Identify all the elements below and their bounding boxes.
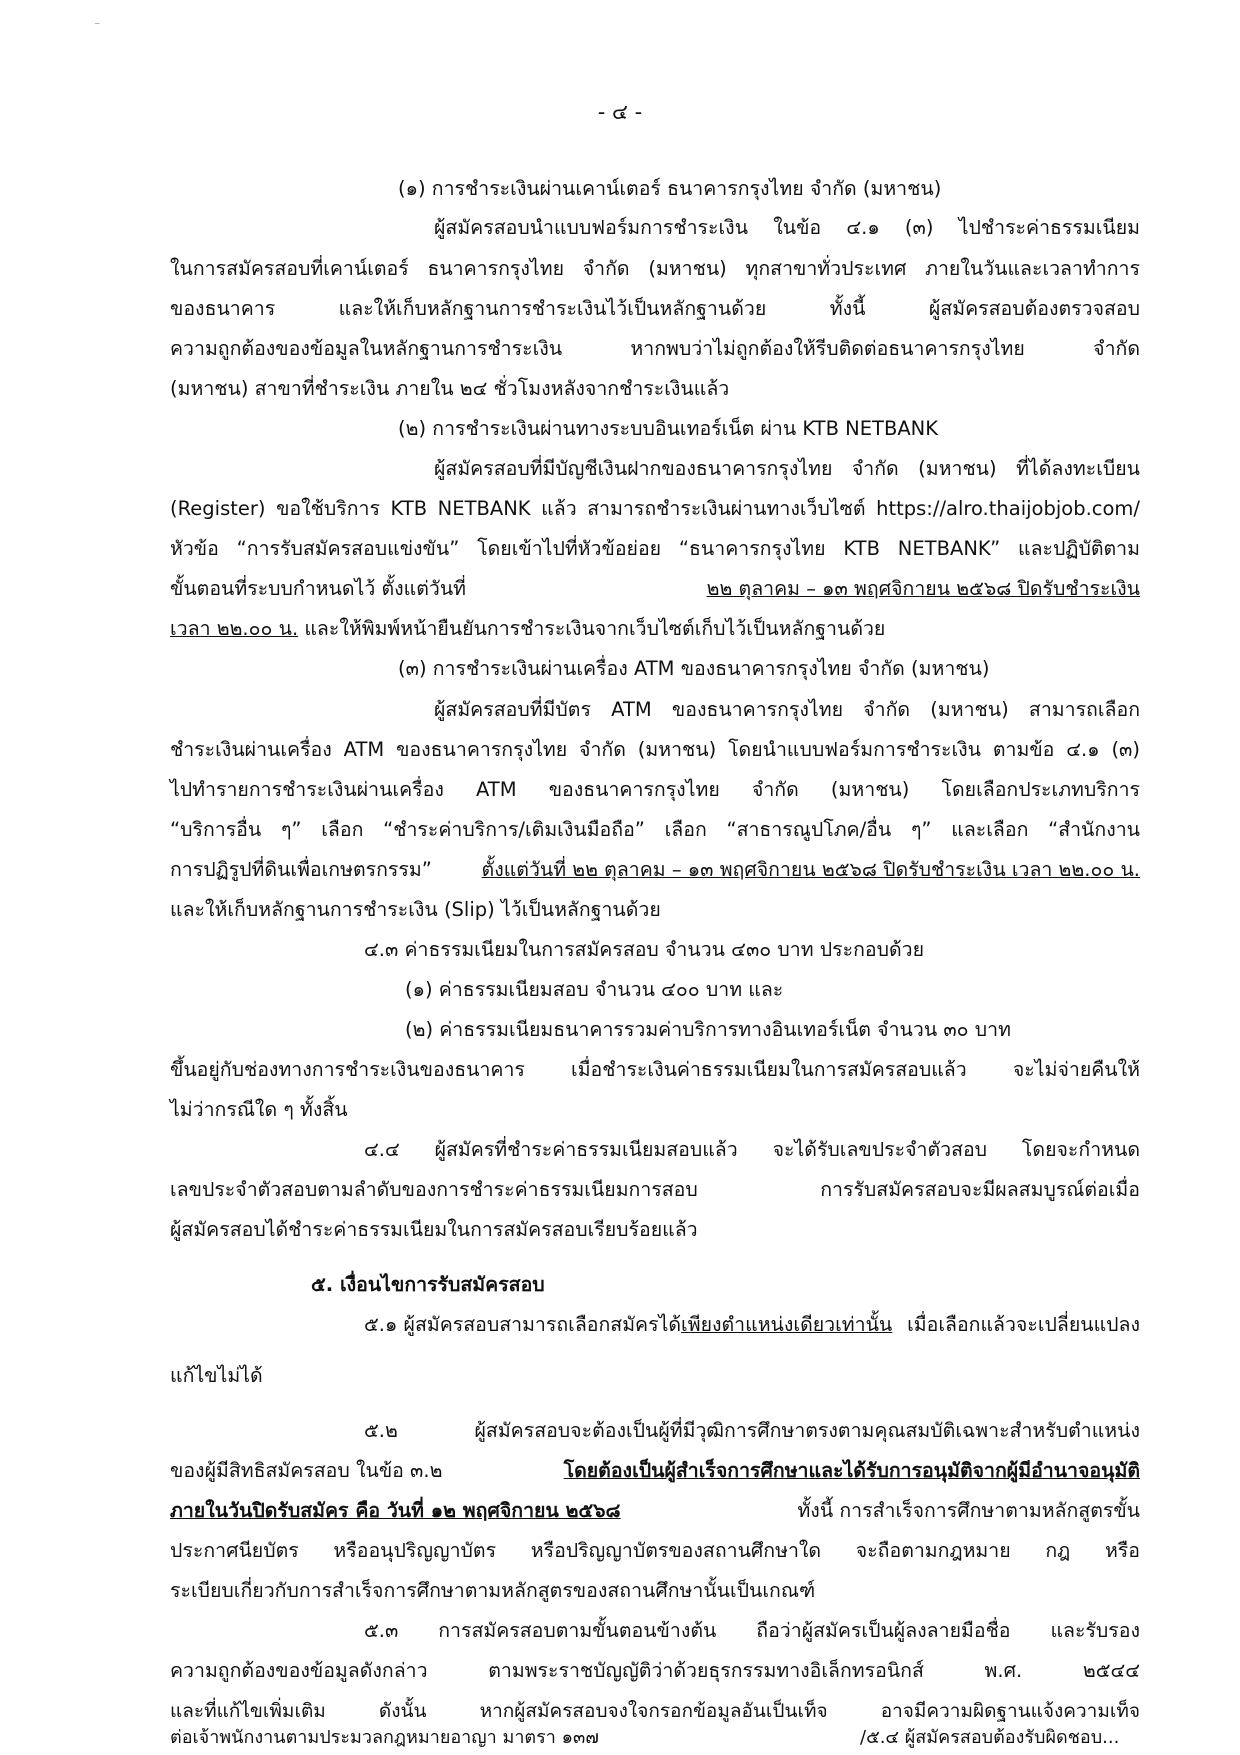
emphasis-text: โดยต้องเป็นผู้สำเร็จการศึกษาและได้รับการอนุมัติจากผู้มีอำนาจอนุมัติ [563, 1459, 1140, 1482]
paragraph-line: ระเบียบเกี่ยวกับการสำเร็จการศึกษาตามหลักสูตรของสถานศึกษานั้นเป็นเกณฑ์ [170, 1579, 816, 1602]
paragraph-line: ของธนาคาร และให้เก็บหลักฐานการชำระเงินไว้เป็นหลักฐานด้วย ทั้งนี้ ผู้สมัครสอบต้องตรวจสอบ [170, 297, 1140, 320]
paragraph-line: ขึ้นอยู่กับช่องทางการชำระเงินของธนาคาร เมื่อชำระเงินค่าธรรมเนียมในการสมัครสอบแล้ว จะไม่จ่ายคืนให้ [170, 1058, 1140, 1081]
paragraph-line: ๔.๔ ผู้สมัครที่ชำระค่าธรรมเนียมสอบแล้ว จะได้รับเลขประจำตัวสอบ โดยจะกำหนด [364, 1138, 1140, 1161]
heading-counter-payment: (๑) การชำระเงินผ่านเคาน์เตอร์ ธนาคารกรุงไทย จำกัด (มหาชน) [398, 177, 942, 200]
deadline-text: ตั้งแต่วันที่ ๒๒ ตุลาคม – ๑๓ พฤศจิกายน ๒๕๖๘ ปิดรับชำระเงิน เวลา ๒๒.๐๐ น. [481, 858, 1140, 881]
section-heading: ๕. เงื่อนไขการรับสมัครสอบ [311, 1273, 545, 1296]
paragraph-line: และให้เก็บหลักฐานการชำระเงิน (Slip) ไว้เป็นหลักฐานด้วย [170, 898, 661, 921]
paragraph-line: ชำระเงินผ่านเครื่อง ATM ของธนาคารกรุงไทย จำกัด (มหาชน) โดยนำแบบฟอร์มการชำระเงิน ตามข้อ ๔.๑ (๓) [170, 738, 1140, 761]
paragraph-line: ผู้สมัครสอบนำแบบฟอร์มการชำระเงิน ในข้อ ๔.๑ (๓) ไปชำระค่าธรรมเนียม [434, 216, 1140, 239]
paragraph-line: ความถูกต้องของข้อมูลดังกล่าว ตามพระราชบัญญัติว่าด้วยธุรกรรมทางอิเล็กทรอนิกส์ พ.ศ. ๒๕๔๔ [170, 1659, 1140, 1682]
deadline-text: เวลา ๒๒.๐๐ น. [170, 617, 299, 640]
heading-internet-payment: (๒) การชำระเงินผ่านทางระบบอินเทอร์เน็ต ผ่าน KTB NETBANK [398, 417, 939, 440]
paragraph-line: ต่อเจ้าพนักงานตามประมวลกฎหมายอาญา มาตรา ๑๓๗ [170, 1727, 599, 1748]
paragraph-line: (Register) ขอใช้บริการ KTB NETBANK แล้ว สามารถชำระเงินผ่านทางเว็บไซต์ https://alro.thaijobjob.com/ [170, 497, 1140, 520]
paragraph-line: ในการสมัครสอบที่เคาน์เตอร์ ธนาคารกรุงไทย จำกัด (มหาชน) ทุกสาขาทั่วประเทศ ภายในวันและเวลาทำการ [170, 257, 1140, 280]
paragraph-line [170, 616, 885, 642]
heading-fee: ๔.๓ ค่าธรรมเนียมในการสมัครสอบ จำนวน ๔๓๐ บาท ประกอบด้วย [364, 938, 925, 961]
paragraph-line: เลขประจำตัวสอบตามลำดับของการชำระค่าธรรมเนียมการสอบ การรับสมัครสอบจะมีผลสมบูรณ์ต่อเมื่อ [170, 1178, 1140, 1201]
page-number: - ๔ - [597, 100, 643, 124]
line-text: การปฏิรูปที่ดินเพื่อเกษตรกรรม” [170, 858, 432, 881]
scan-mark: ⁻ [94, 18, 101, 32]
paragraph-line: แก้ไขไม่ได้ [170, 1364, 263, 1387]
paragraph-line: และที่แก้ไขเพิ่มเติม ดังนั้น หากผู้สมัครสอบจงใจกรอกข้อมูลอันเป็นเท็จ อาจมีความผิดฐานแจ้งความเท็จ [170, 1700, 1140, 1722]
line-text: ของผู้มีสิทธิสมัครสอบ ในข้อ ๓.๒ [170, 1459, 443, 1482]
paragraph-line: ความถูกต้องของข้อมูลในหลักฐานการชำระเงิน หากพบว่าไม่ถูกต้องให้รีบติดต่อธนาคารกรุงไทย จำกัด [170, 337, 1140, 360]
fee-item: (๒) ค่าธรรมเนียมธนาคารรวมค่าบริการทางอินเทอร์เน็ต จำนวน ๓๐ บาท [405, 1018, 1011, 1041]
emphasis-text: เพียงตำแหน่งเดียวเท่านั้น [681, 1313, 893, 1336]
line-text: ทั้งนี้ การสำเร็จการศึกษาตามหลักสูตรขั้น [797, 1499, 1140, 1522]
paragraph-line [170, 1458, 1140, 1484]
paragraph-line [170, 857, 1140, 883]
paragraph-line: หัวข้อ “การรับสมัครสอบแข่งขัน” โดยเข้าไปที่หัวข้อย่อย “ธนาคารกรุงไทย KTB NETBANK” และปฏิบัติตาม [170, 537, 1140, 560]
paragraph-line: ๕.๓ การสมัครสอบตามขั้นตอนข้างต้น ถือว่าผู้สมัครเป็นผู้ลงลายมือชื่อ และรับรอง [364, 1619, 1140, 1642]
paragraph-line: “บริการอื่น ๆ” เลือก “ชำระค่าบริการ/เติมเงินมือถือ” เลือก “สาธารณูปโภค/อื่น ๆ” และเลือก “สำนักงาน [170, 818, 1140, 841]
paragraph-line: ไม่ว่ากรณีใด ๆ ทั้งสิ้น [170, 1098, 348, 1121]
paragraph-line [170, 1498, 1140, 1524]
line-text: และให้พิมพ์หน้ายืนยันการชำระเงินจากเว็บไซต์เก็บไว้เป็นหลักฐานด้วย [298, 617, 886, 640]
emphasis-text: ภายในวันปิดรับสมัคร คือ วันที่ ๑๒ พฤศจิกายน ๒๕๖๘ [170, 1499, 621, 1522]
paragraph-line [170, 576, 1140, 602]
line-text: ขั้นตอนที่ระบบกำหนดไว้ ตั้งแต่วันที่ [170, 577, 467, 600]
paragraph-line: ผู้สมัครสอบที่มีบัญชีเงินฝากของธนาคารกรุงไทย จำกัด (มหาชน) ที่ได้ลงทะเบียน [434, 457, 1140, 480]
heading-atm-payment: (๓) การชำระเงินผ่านเครื่อง ATM ของธนาคารกรุงไทย จำกัด (มหาชน) [398, 657, 990, 680]
deadline-text: ๒๒ ตุลาคม – ๑๓ พฤศจิกายน ๒๕๖๘ ปิดรับชำระเงิน [706, 577, 1140, 600]
fee-item: (๑) ค่าธรรมเนียมสอบ จำนวน ๔๐๐ บาท และ [405, 978, 784, 1001]
continuation-note: /๕.๔ ผู้สมัครสอบต้องรับผิดชอบ... [860, 1727, 1120, 1748]
paragraph-line: ประกาศนียบัตร หรืออนุปริญญาบัตร หรือปริญญาบัตรของสถานศึกษาใด จะถือตามกฎหมาย กฎ หรือ [170, 1539, 1140, 1562]
paragraph-line: ผู้สมัครสอบที่มีบัตร ATM ของธนาคารกรุงไทย จำกัด (มหาชน) สามารถเลือก [434, 698, 1140, 721]
paragraph-line: ๕.๒ ผู้สมัครสอบจะต้องเป็นผู้ที่มีวุฒิการศึกษาตรงตามคุณสมบัติเฉพาะสำหรับตำแหน่ง [364, 1419, 1140, 1442]
line-text: เมื่อเลือกแล้วจะเปลี่ยนแปลง [907, 1313, 1140, 1336]
paragraph-line: ผู้สมัครสอบได้ชำระค่าธรรมเนียมในการสมัครสอบเรียบร้อยแล้ว [170, 1218, 698, 1241]
line-text: ๕.๑ ผู้สมัครสอบสามารถเลือกสมัครได้ [364, 1313, 682, 1336]
paragraph-line: (มหาชน) สาขาที่ชำระเงิน ภายใน ๒๔ ชั่วโมงหลังจากชำระเงินแล้ว [170, 377, 730, 400]
paragraph-line: ไปทำรายการชำระเงินผ่านเครื่อง ATM ของธนาคารกรุงไทย จำกัด (มหาชน) โดยเลือกประเภทบริการ [170, 778, 1140, 801]
paragraph-line [364, 1312, 1140, 1338]
